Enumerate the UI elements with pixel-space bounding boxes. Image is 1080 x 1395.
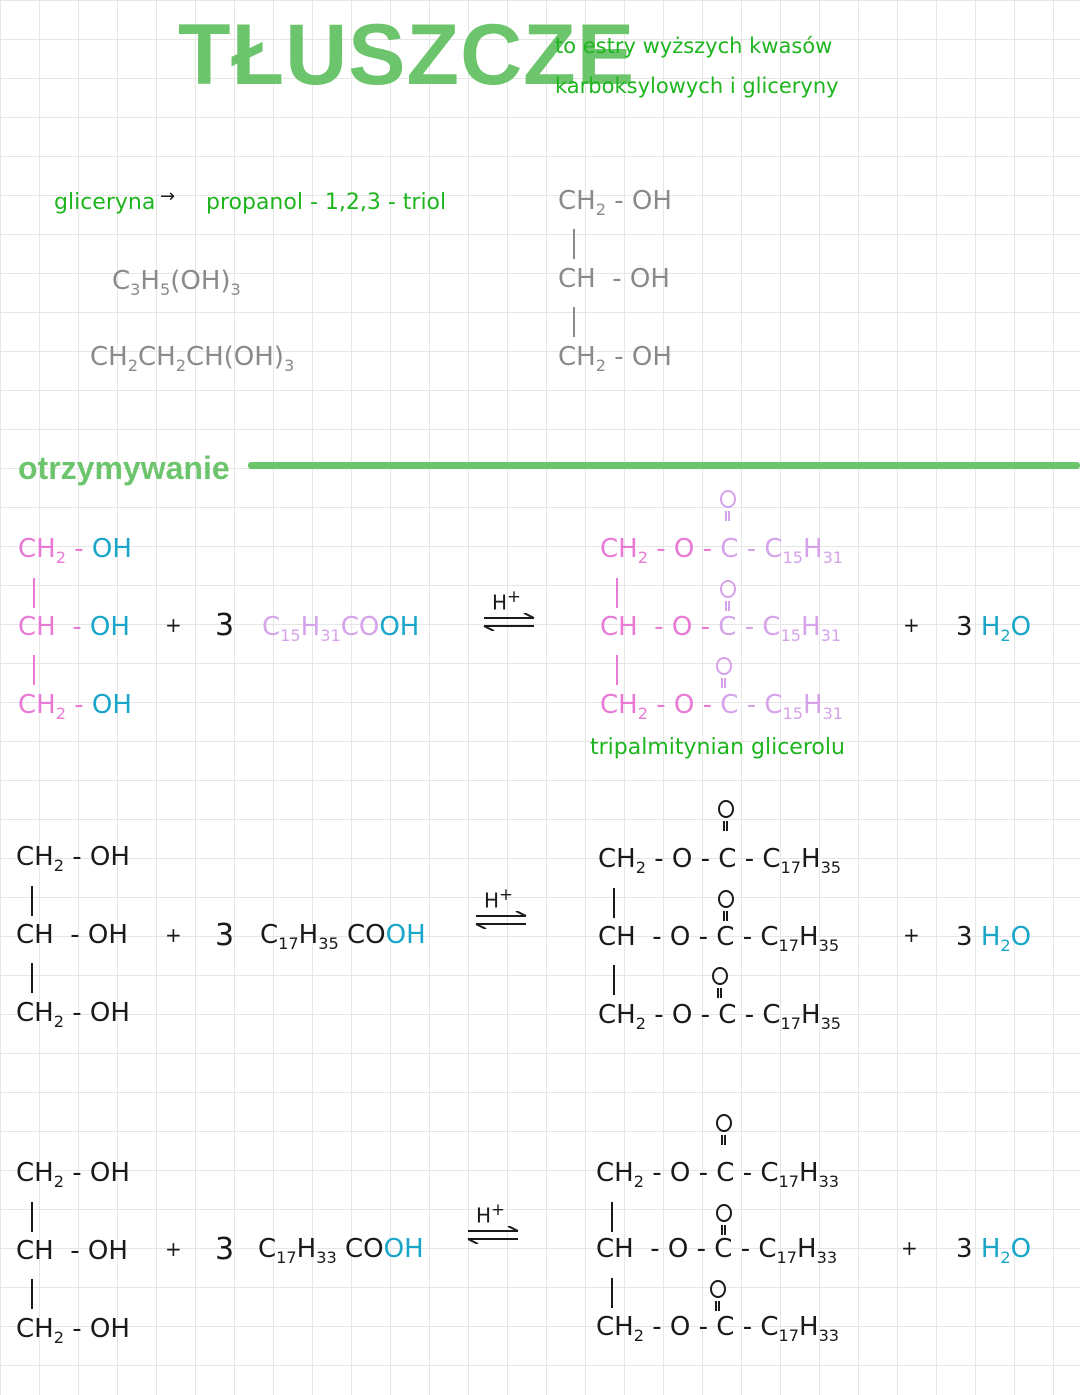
catalyst-label: H+ [492, 587, 522, 615]
stearic-acid-formula: $C_{17}H_{35}$ COOH [260, 920, 426, 954]
plus-sign: + [165, 613, 182, 637]
equilibrium-arrow-icon [482, 587, 538, 639]
plus-sign: + [903, 923, 920, 947]
glycerin-condensed-formula: $CH_2CH_2CH(OH)_3$ [90, 342, 295, 376]
ester-row-3: $CH_2$ - O - C - $C_{17}H_{35}$ [598, 1000, 842, 1034]
oleic-acid-formula: $C_{17}H_{33}$ COOH [258, 1234, 424, 1268]
ester-row-3: $CH_2$ - O - C - $C_{17}H_{33}$ [596, 1312, 840, 1346]
acid-coefficient: 3 [215, 1232, 235, 1267]
bond-line [616, 655, 618, 685]
glycerol-row-1: $CH_2$ - OH [16, 842, 130, 876]
arrow-icon: → [160, 186, 176, 207]
carbonyl-oxygen-icon [718, 800, 736, 838]
ester-row-2: CH - O - C - $C_{15}H_{31}$ [600, 612, 842, 646]
section-title: otrzymywanie [18, 450, 230, 486]
equilibrium-arrow-icon [466, 1200, 522, 1252]
water-product: 3 $H_2O$ [956, 612, 1032, 646]
carbonyl-oxygen-icon [720, 490, 738, 528]
glycerol-row-2: CH - OH [18, 612, 130, 642]
glycerol-row-1: $CH_2$ - OH [18, 534, 132, 568]
water-product: 3 $H_2O$ [956, 922, 1032, 956]
catalyst-label: H+ [484, 885, 514, 913]
bond-line [613, 888, 615, 918]
definition-line-1: to estry wyższych kwasów [555, 34, 833, 58]
ester-row-1: $CH_2$ - O - C - $C_{17}H_{35}$ [598, 844, 842, 878]
section-divider [248, 462, 1080, 469]
acid-coefficient: 3 [215, 608, 235, 643]
glycerol-row-2: CH - OH [16, 920, 128, 950]
bond-line [31, 1202, 33, 1232]
carbonyl-oxygen-icon [716, 1114, 734, 1152]
glycerin-row-3: $CH_2$ - OH [558, 342, 672, 376]
bond-line [573, 307, 575, 337]
plus-sign: + [165, 1237, 182, 1261]
glycerol-row-2: CH - OH [16, 1236, 128, 1266]
plus-sign: + [901, 1236, 918, 1260]
ester-row-2: CH - O - C - $C_{17}H_{33}$ [596, 1234, 838, 1268]
page-title: TŁUSZCZE [178, 7, 636, 103]
bond-line [33, 578, 35, 608]
bond-line [616, 578, 618, 608]
glycerin-row-2: CH - OH [558, 264, 670, 294]
bond-line [611, 1202, 613, 1232]
bond-line [31, 963, 33, 993]
bond-line [573, 229, 575, 259]
product-name: tripalmitynian glicerolu [590, 735, 845, 760]
ester-row-2: CH - O - C - $C_{17}H_{35}$ [598, 922, 840, 956]
ester-row-3: $CH_2$ - O - C - $C_{15}H_{31}$ [600, 690, 844, 724]
palmitic-acid-formula: $C_{15}H_{31}COOH$ [262, 612, 420, 646]
glycerol-row-3: $CH_2$ - OH [16, 1314, 130, 1348]
ester-row-1: $CH_2$ - O - C - $C_{17}H_{33}$ [596, 1158, 840, 1192]
glycerin-row-1: $CH_2$ - OH [558, 186, 672, 220]
bond-line [31, 1279, 33, 1309]
definition-line-2: karboksylowych i gliceryny [555, 74, 839, 98]
ester-row-1: $CH_2$ - O - C - $C_{15}H_{31}$ [600, 534, 844, 568]
glycerin-label: gliceryna [54, 190, 156, 215]
glycerin-summary-formula: $C_3H_5(OH)_3$ [112, 266, 241, 300]
acid-coefficient: 3 [215, 918, 235, 953]
glycerol-row-3: $CH_2$ - OH [16, 998, 130, 1032]
bond-line [33, 655, 35, 685]
plus-sign: + [165, 923, 182, 947]
bond-line [613, 965, 615, 995]
glycerol-row-3: $CH_2$ - OH [18, 690, 132, 724]
bond-line [31, 886, 33, 916]
plus-sign: + [903, 613, 920, 637]
glycerol-row-1: $CH_2$ - OH [16, 1158, 130, 1192]
catalyst-label: H+ [476, 1200, 506, 1228]
glycerin-iupac-name: propanol - 1,2,3 - triol [206, 190, 447, 215]
bond-line [611, 1278, 613, 1308]
equilibrium-arrow-icon [474, 885, 530, 937]
water-product: 3 $H_2O$ [956, 1234, 1032, 1268]
